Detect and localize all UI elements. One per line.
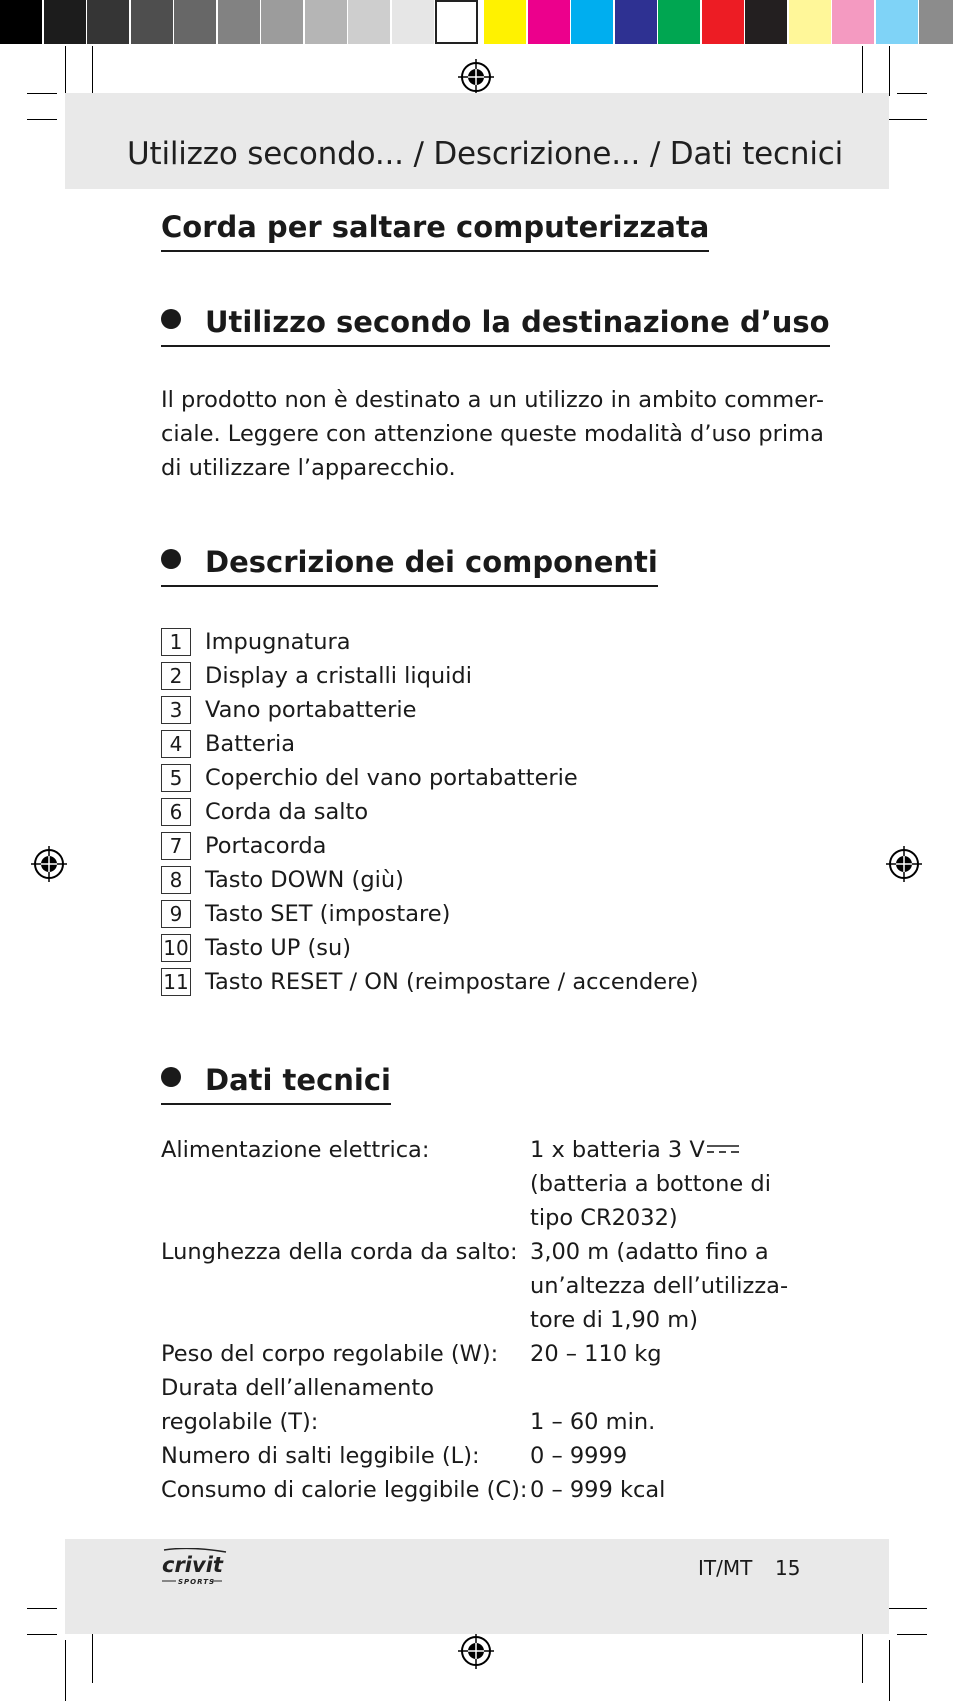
list-item [161,965,698,999]
item-number: 6 [161,798,191,826]
spec-row [161,1303,788,1337]
item-label: Display a cristalli liquidi [205,663,472,689]
color-swatch [528,0,571,44]
color-swatch [919,0,954,44]
spec-row [161,1133,788,1167]
item-label: Tasto DOWN (giù) [205,867,404,893]
spec-row [161,1371,788,1405]
color-swatch [745,0,788,44]
gray-swatch [0,0,43,44]
gray-swatch [261,0,304,44]
color-swatch [702,0,745,44]
spec-label: Numero di salti leggibile (L): [161,1443,480,1469]
crivit-logo [160,1548,230,1586]
color-swatch [484,0,527,44]
spec-label: regolabile (T): [161,1409,319,1435]
gray-swatch [174,0,217,44]
paragraph-line: Il prodotto non è destinato a un utilizzo in ambito commer- [161,387,824,413]
registration-mark-icon [458,59,494,95]
document-title: Corda per saltare computerizzata [161,210,709,252]
spec-row [161,1235,788,1269]
spec-value [530,1133,740,1167]
color-swatch [789,0,832,44]
item-label: Portacorda [205,833,327,859]
intended-use-paragraph [161,383,824,485]
spec-value-text: 1 x batteria 3 V [530,1137,705,1163]
item-label: Vano portabatterie [205,697,417,723]
registration-mark-icon [458,1633,494,1669]
list-item [161,727,698,761]
item-label: Tasto UP (su) [205,935,351,961]
spec-label: Peso del corpo regolabile (W): [161,1341,499,1367]
item-label: Impugnatura [205,629,351,655]
color-swatch [876,0,919,44]
crop-mark [897,93,927,94]
item-number: 11 [161,968,191,996]
section-heading-text: Utilizzo secondo la destinazione d’uso [205,305,830,339]
spec-row [161,1201,788,1235]
spec-value: tipo CR2032) [530,1205,678,1231]
paragraph-line: ciale. Leggere con attenzione queste modalità d’uso prima [161,421,824,447]
spec-value: 1 – 60 min. [530,1409,656,1435]
item-label: Batteria [205,731,295,757]
crop-mark [889,1640,890,1701]
spec-label [161,1303,530,1337]
spec-row [161,1405,788,1439]
spec-label: Alimentazione elettrica: [161,1137,430,1163]
section-heading-text: Descrizione dei componenti [205,545,658,579]
color-swatch [571,0,614,44]
color-swatch [615,0,658,44]
page-header-title: Utilizzo secondo... / Descrizione... / Dati tecnici [127,136,843,172]
item-label: Corda da salto [205,799,369,825]
spec-row [161,1269,788,1303]
list-item [161,863,698,897]
item-number: 2 [161,662,191,690]
list-item [161,795,698,829]
color-swatch [832,0,875,44]
crop-mark [27,119,57,120]
crop-mark [65,1640,66,1701]
item-number: 7 [161,832,191,860]
components-list [161,625,698,999]
list-item [161,625,698,659]
direct-current-icon [706,1142,740,1156]
crop-mark [92,1628,93,1683]
list-item [161,693,698,727]
paragraph-line: di utilizzare l’apparecchio. [161,455,456,481]
crop-mark [27,1634,57,1635]
list-item [161,931,698,965]
spec-label [161,1269,530,1303]
gray-swatch [305,0,348,44]
spec-row [161,1337,788,1371]
section-heading-text: Dati tecnici [205,1063,391,1097]
spec-row [161,1439,788,1473]
bullet-icon [161,309,181,329]
crop-mark [27,93,57,94]
item-number: 8 [161,866,191,894]
item-label: Tasto SET (impostare) [205,901,451,927]
item-number: 3 [161,696,191,724]
spec-value: 20 – 110 kg [530,1341,662,1367]
item-number: 9 [161,900,191,928]
printer-color-bar [0,0,954,46]
item-number: 1 [161,628,191,656]
gray-swatch [392,0,435,44]
footer-language-code: IT/MT [698,1556,753,1580]
item-number: 10 [161,934,191,962]
crop-mark [65,46,66,96]
spec-label [161,1201,530,1235]
registration-mark-icon [886,846,922,882]
gray-swatch [131,0,174,44]
list-item [161,829,698,863]
spec-label [161,1167,530,1201]
spec-row [161,1473,788,1507]
spec-value: un’altezza dell’utilizza- [530,1273,789,1299]
spec-row [161,1167,788,1201]
spec-label: Durata dell’allenamento [161,1375,434,1401]
spec-label: Consumo di calorie leggibile (C): [161,1477,528,1503]
registration-mark-icon [31,846,67,882]
list-item [161,761,698,795]
spec-value: tore di 1,90 m) [530,1307,698,1333]
spec-value: 0 – 9999 [530,1443,628,1469]
crop-mark [889,46,890,96]
gray-swatch [218,0,261,44]
bullet-icon [161,549,181,569]
gray-swatch [435,0,478,44]
item-label: Tasto RESET / ON (reimpostare / accendere) [205,969,699,995]
gray-swatch [44,0,87,44]
crop-mark [897,1634,927,1635]
list-item [161,659,698,693]
spec-value: 3,00 m (adatto fino a [530,1239,769,1265]
spec-label: Lunghezza della corda da salto: [161,1239,518,1265]
spec-value: 0 – 999 kcal [530,1477,666,1503]
specs-table [161,1133,788,1507]
item-label: Coperchio del vano portabatterie [205,765,578,791]
list-item [161,897,698,931]
gray-swatch [87,0,130,44]
color-swatch [658,0,701,44]
item-number: 5 [161,764,191,792]
crop-mark [27,1608,57,1609]
page-number: 15 [775,1556,801,1580]
section-heading-intended-use [161,305,830,347]
logo-text: crivit [162,1553,223,1577]
gray-swatch [348,0,391,44]
spec-value: (batteria a bottone di [530,1171,771,1197]
section-heading-specs [161,1063,391,1105]
item-number: 4 [161,730,191,758]
bullet-icon [161,1067,181,1087]
logo-subtext: SPORTS [178,1578,216,1586]
section-heading-components [161,545,658,587]
crop-mark [862,1628,863,1683]
